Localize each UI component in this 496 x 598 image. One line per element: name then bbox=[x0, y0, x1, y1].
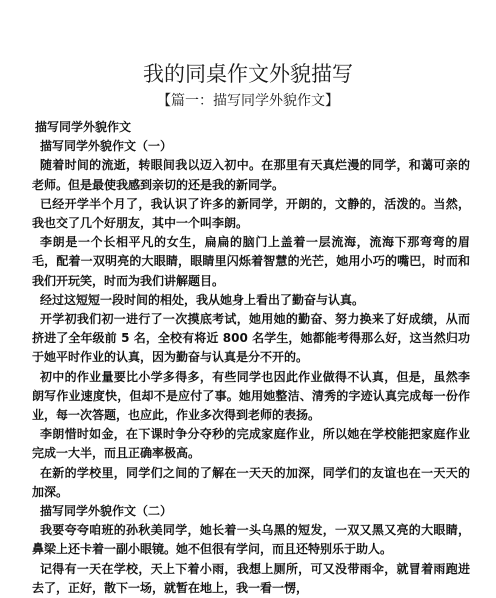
document-subtitle: 【篇一：描写同学外貌作文】 bbox=[157, 93, 339, 109]
paragraph: 开学初我们初一进行了一次摸底考试，她用她的勤奋、努力换来了好成绩，从而挤进了全年级前 5 名，全校有将近 800 名学生，她都能考得那么好，这当然归功于她平时作业的认真，因为勤奋与认真是分不开的。 bbox=[32, 312, 470, 365]
paragraph: 初中的作业量要比小学多得多，有些同学也因此作业做得不认真，但是，虽然李朗写作业速度快，但却不是应付了事。她用她整洁、清秀的字迹认真完成每一份作业，每一次答题，也应此，作业多次得到老师的表扬。 bbox=[32, 369, 470, 423]
paragraph: 记得有一天在学校，天上下着小雨，我想上厕所，可又没带雨伞，就冒着雨跑进去了，正好，散下一场，就暂在地上，我一看一愣， bbox=[32, 561, 470, 595]
paragraph: 经过这短短一段时间的相处，我从她身上看出了勤奋与认真。 bbox=[40, 292, 365, 307]
paragraph: 随着时间的流逝，转眼间我以迈入初中。在那里有天真烂漫的同学，和蔼可亲的老师。但是最使我感到亲切的还是我的新同学。 bbox=[32, 158, 470, 192]
document-body bbox=[32, 118, 470, 595]
paragraph: 在新的学校里，同学们之间的了解在一天天的加深，同学们的友谊也在一天天的加深。 bbox=[32, 465, 470, 499]
section-heading: 描写同学外貌作文 bbox=[35, 120, 132, 134]
paragraph: 已经开学半个月了，我认识了许多的新同学，开朗的，文静的，活泼的。当然，我也交了几个好朋友，其中一个叫李朗。 bbox=[32, 196, 470, 231]
section-title-1: 描写同学外貌作文（一） bbox=[40, 139, 173, 154]
document-title: 我的同桌作文外貌描写 bbox=[143, 62, 353, 86]
paragraph: 李朗是一个长相平凡的女生，扁扁的脑门上盖着一层流海，流海下那弯弯的眉毛，配着一双明亮的大眼睛，眼睛里闪烁着智慧的光芒，她用小巧的嘴巴，时而和我们开玩笑，时而为我们讲解题目。 bbox=[32, 235, 470, 288]
paragraph: 李朗惜时如金，在下课时争分夺秒的完成家庭作业，所以她在学校能把家庭作业完成一大半，而且正确率极高。 bbox=[32, 427, 470, 461]
paragraph: 我要夸夸咱班的孙秋美同学，她长着一头乌黑的短发，一双又黑又亮的大眼睛，鼻梁上还卡着一副小眼镜。她不但很有学问，而且还特别乐于助人。 bbox=[32, 523, 470, 557]
section-title-2: 描写同学外貌作文（二） bbox=[40, 504, 173, 519]
